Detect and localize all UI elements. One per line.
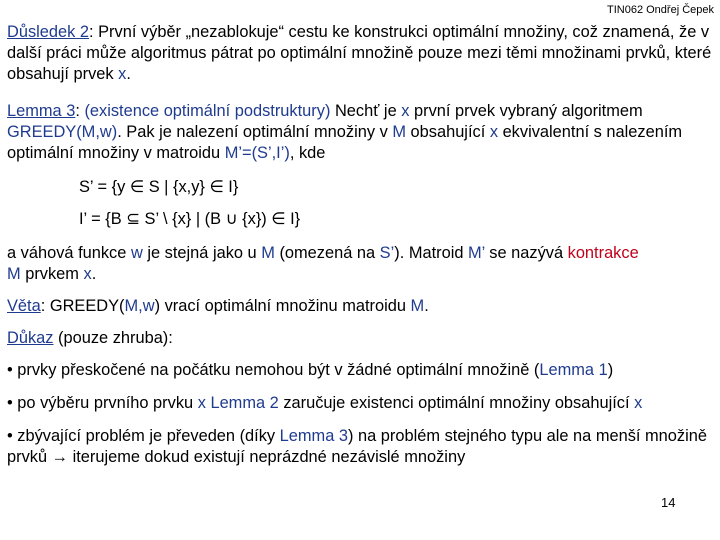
bullet2-text: • po výběru prvního prvku	[7, 394, 198, 412]
var-x: x	[83, 265, 92, 283]
bullet3-t3: iterujeme dokud existují neprázdné nezávislé množiny	[68, 448, 466, 466]
greedy-call: GREEDY(M,w)	[7, 123, 118, 141]
lemma-3-paragraph	[7, 101, 713, 164]
bullet2-t3: zaručuje existenci optimální množiny obsahující	[278, 394, 635, 412]
var-M: M	[7, 265, 21, 283]
p2-t5: ekvivalentní s nalezením optimální množiny v matroidu	[7, 123, 683, 162]
p3-t4: ). Matroid	[394, 244, 469, 262]
var-M: M	[410, 297, 425, 315]
bullet-1	[7, 360, 713, 381]
var-x: x	[489, 123, 499, 141]
var-x: x	[197, 394, 206, 412]
p3-t5: se nazývá	[484, 244, 568, 262]
p3-t6: prvkem	[20, 265, 84, 283]
p2-t1: Nechť je	[330, 102, 402, 120]
bullet1-end: )	[607, 361, 614, 379]
bullet1-text: • prvky přeskočené na počátku nemohou být v žádné optimální množině (	[7, 361, 540, 379]
p4-end: .	[424, 297, 429, 315]
p4-t1: : GREEDY(	[40, 297, 125, 315]
p5-t1: (pouze zhruba):	[53, 329, 173, 347]
lemma-1-ref: Lemma 1	[539, 361, 608, 379]
bullet-2	[7, 393, 713, 414]
header-course-author: TIN062 Ondřej Čepek	[607, 4, 714, 16]
var-w: w	[130, 244, 143, 262]
p3-t2: je stejná jako u	[142, 244, 262, 262]
bullet3-text: • zbývající problém je převeden (díky	[7, 427, 280, 445]
arrow-icon: →	[51, 448, 69, 466]
p2-t3: . Pak je nalezení optimální množiny v	[117, 123, 393, 141]
lemma-3-ref: Lemma 3	[279, 427, 348, 445]
proof-term: Důkaz	[7, 329, 54, 347]
p1-end: .	[126, 65, 131, 83]
term-kontrakce: kontrakce	[567, 244, 639, 262]
theorem-term: Věta	[7, 297, 41, 315]
corollary-term: Důsledek 2	[7, 23, 90, 41]
corollary-2-paragraph	[7, 22, 713, 85]
var-M: M	[261, 244, 275, 262]
p3-end: .	[91, 265, 97, 283]
p4-t2: ) vrací optimální množinu matroidu	[154, 297, 411, 315]
formula-s-prime: S’ = {y ∈ S | {x,y} ∈ I}	[79, 178, 239, 196]
p3-t3: (omezená na	[274, 244, 380, 262]
bullet3-t2: ) na problém stejného typu ale na menší množině prvků	[7, 427, 707, 466]
contraction-paragraph	[7, 243, 713, 285]
matroid-mprime: M’=(S’,I’)	[224, 144, 290, 162]
var-S-prime: S’	[379, 244, 395, 262]
page-number: 14	[661, 495, 676, 510]
lemma-title: (existence optimální podstruktury)	[84, 102, 331, 120]
p2-t6: , kde	[289, 144, 326, 162]
var-Mw: M,w	[124, 297, 155, 315]
lemma-2-ref: Lemma 2	[210, 394, 279, 412]
p2-t4: obsahující	[405, 123, 490, 141]
bullet-3	[7, 426, 713, 468]
theorem-paragraph	[7, 296, 713, 317]
var-x: x	[118, 65, 127, 83]
var-x: x	[401, 102, 410, 120]
var-M: M	[392, 123, 406, 141]
var-x: x	[634, 394, 643, 412]
p1-text: : První výběr „nezablokuje“ cestu ke konstrukci optimální množiny, což znamená, že v další práci může algoritmus pátrat po optimální množině pouze mezi těmi množinami prvků, které obsahují prvek	[7, 23, 712, 83]
p2-t2: první prvek vybraný algoritmem	[409, 102, 643, 120]
lemma-term: Lemma 3	[7, 102, 76, 120]
p2-colon: :	[75, 102, 85, 120]
formula-i-prime: I’ = {B ⊆ S’ \ {x} | (B ∪ {x}) ∈ I}	[79, 210, 301, 228]
var-M-prime: M’	[468, 244, 485, 262]
p3-t1: a váhová funkce	[7, 244, 131, 262]
proof-heading	[7, 328, 713, 349]
